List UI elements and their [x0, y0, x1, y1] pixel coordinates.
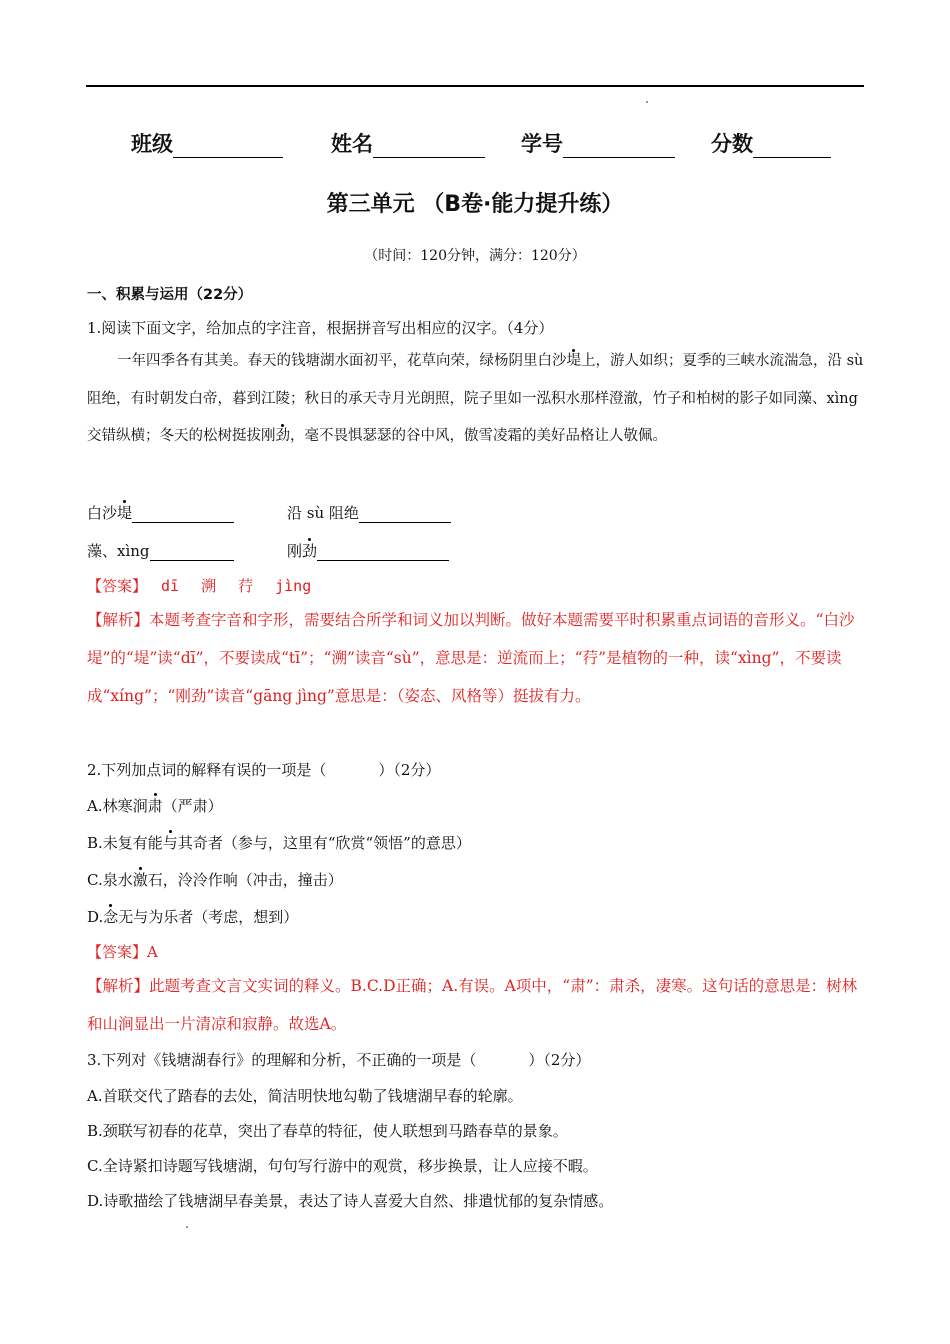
answer-blank[interactable]: [317, 544, 449, 561]
analysis-label: 【解析】: [87, 611, 150, 629]
dotted-char: 堤: [117, 504, 133, 522]
page-title: 第三单元 （B卷·能力提升练）: [326, 192, 624, 217]
q1-blank-3: 藻、xìng: [87, 540, 234, 561]
name-field: [331, 128, 485, 158]
q3-option-c: C.全诗紧扣诗题写钱塘湖，句句写行游中的观赏，移步换景，让人应接不暇。: [87, 1157, 598, 1175]
q3-option-a: A.首联交代了踏春的去处，简洁明快地勾勒了钱塘湖早春的轮廓。: [87, 1087, 523, 1105]
score-field: [711, 128, 831, 158]
student-id-field: [521, 128, 675, 158]
name-blank[interactable]: [373, 137, 485, 158]
analysis-label: 【解析】: [87, 977, 150, 995]
score-label: 分数: [711, 132, 753, 156]
dotted-char: 劲: [275, 428, 290, 444]
q2-option-b: B.未复有能与其奇者（参与，这里有“欣赏“领悟”的意思）: [87, 834, 471, 852]
section-heading: 一、积累与运用（22分）: [87, 287, 253, 303]
q1-passage: 一年四季各有其美。春天的钱塘湖水面初平，花草向荣，绿杨阴里白沙堤上，游人如织；夏季的三峡水流湍急，沿 sù 阻绝，有时朝发白帝，暮到江陵；秋日的承天寺月光朗照，院子里如一泓积水那样澄澈，竹子和柏树的影子如同藻、xìng 交错纵横；冬天的松树挺拔刚劲，毫不畏惧瑟瑟的谷中风，傲雪凌霜的美好品格让人敬佩。: [87, 353, 864, 444]
q3-option-b: B.颈联写初春的花草，突出了春草的特征，使人联想到马踏春草的景象。: [87, 1122, 568, 1140]
class-field: [131, 128, 283, 158]
answer-label: 【答案】: [87, 943, 148, 961]
name-label: 姓名: [331, 132, 373, 156]
q2-option-a: A.林寒涧肃（严肃）: [87, 797, 223, 815]
q2-option-c: C.泉水激石，泠泠作响（冲击，撞击）: [87, 871, 343, 889]
q3-stem: 3.下列对《钱塘湖春行》的理解和分析，不正确的一项是（ ）（2分）: [87, 1051, 591, 1069]
decorative-dot: [186, 1226, 188, 1228]
answer-blank[interactable]: [132, 506, 234, 523]
q2-stem: 2.下列加点词的解释有误的一项是（ ）（2分）: [87, 761, 441, 779]
q1-blank-1: 白沙堤: [87, 502, 234, 523]
dotted-char: 劲: [302, 542, 318, 560]
student-id-blank[interactable]: [563, 137, 675, 158]
answer-label: 【答案】: [87, 577, 148, 595]
q1-blank-4: 刚劲: [287, 540, 449, 561]
q1-analysis: 【解析】本题考查字音和字形，需要结合所学和词义加以判断。做好本题需要平时积累重点词语的音形义。“白沙堤”的“堤”读“dī”，不要读成“tī”；“溯”读音“sù”，意思是：逆流而上；“荇”是植物的一种，读“xìng”，不要读成“xíng”；“刚劲”读音“gāng jìng”意思是：（姿态、风格等）挺拔有力。: [87, 611, 855, 705]
q1-blank-2: 沿 sù 阻绝: [287, 502, 451, 523]
top-rule: [86, 85, 864, 87]
class-label: 班级: [131, 132, 173, 156]
q2-answer: 【答案】A: [87, 943, 158, 961]
q2-analysis: 【解析】此题考查文言文实词的释义。B.C.D正确；A.有误。A项中，“肃”：肃杀，凄寒。这句话的意思是：树林和山涧显出一片清凉和寂静。故选A。: [87, 977, 858, 1033]
dotted-char: 堤: [566, 353, 581, 369]
answer-blank[interactable]: [359, 506, 451, 523]
answer-blank[interactable]: [150, 544, 234, 561]
q1-stem: 1.阅读下面文字，给加点的字注音，根据拼音写出相应的汉字。（4分）: [87, 319, 554, 337]
page-subtitle: （时间：120分钟，满分：120分）: [364, 248, 586, 264]
q3-option-d: D.诗歌描绘了钱塘湖早春美景，表达了诗人喜爱大自然、排遣忧郁的复杂情感。: [87, 1192, 614, 1210]
q1-answer: 【答案】 dī 溯 荇 jìng: [87, 577, 312, 595]
score-blank[interactable]: [753, 137, 831, 158]
class-blank[interactable]: [173, 137, 283, 158]
q2-option-d: D.念无与为乐者（考虑，想到）: [87, 908, 299, 926]
decorative-dot: [646, 101, 648, 103]
student-id-label: 学号: [521, 132, 563, 156]
